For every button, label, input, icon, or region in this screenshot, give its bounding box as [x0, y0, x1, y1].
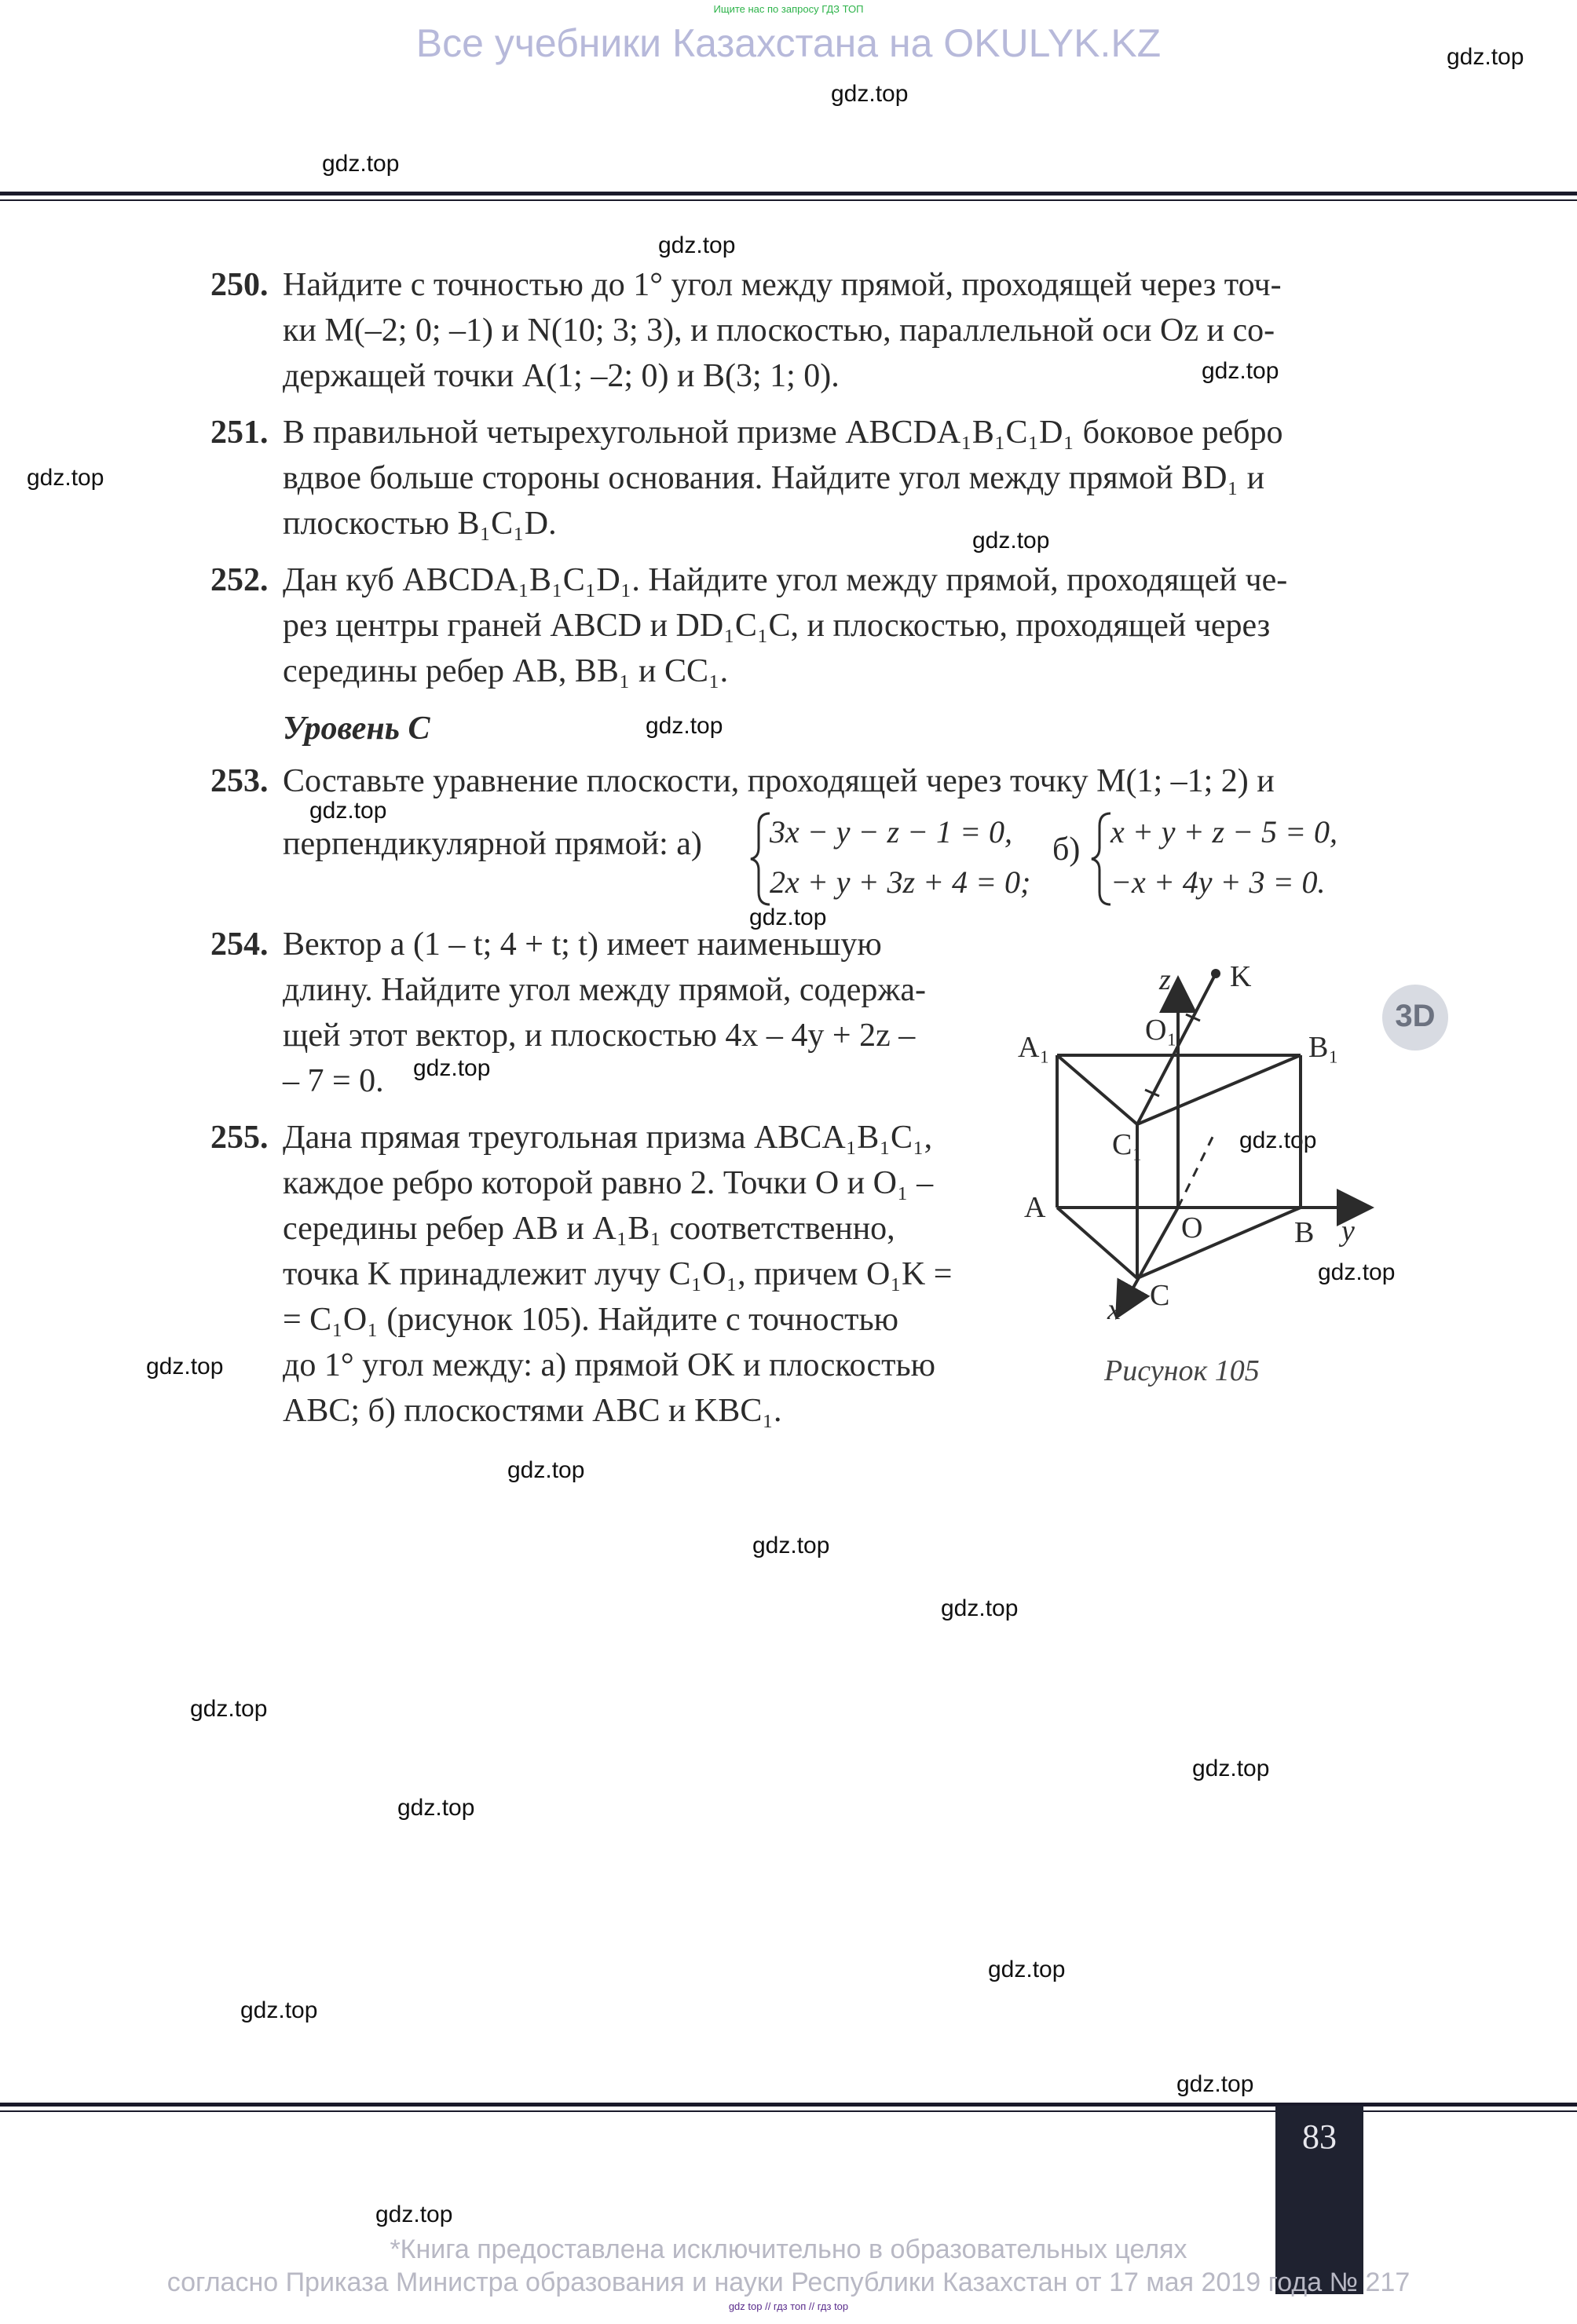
watermark: gdz.top: [972, 528, 1050, 554]
footer-small: gdz top // гдз топ // гдз top: [728, 2300, 849, 2312]
problem-number: 252.: [210, 562, 269, 598]
system-b-eq1: x + y + z − 5 = 0,: [1110, 814, 1338, 850]
site-title[interactable]: Все учебники Казахстана на OKULYK.KZ: [415, 21, 1162, 65]
label-x: x: [1107, 1293, 1121, 1326]
watermark: gdz.top: [190, 1696, 268, 1722]
problem-number: 255.: [210, 1120, 269, 1156]
footer-line-1: *Книга предоставлена исключительно в образовательных целях: [390, 2234, 1187, 2264]
figure-caption: Рисунок 105: [1104, 1354, 1260, 1387]
watermark: gdz.top: [1239, 1127, 1317, 1153]
problem-line: длину. Найдите угол между прямой, содержа-: [283, 972, 926, 1008]
problem-number: 253.: [210, 763, 269, 799]
system-b-eq2: −x + 4y + 3 = 0.: [1110, 864, 1326, 900]
label-z: z: [1159, 963, 1171, 996]
problem-line: середины ребер AB и A₁B₁ соответственно,: [283, 1211, 895, 1247]
watermark: gdz.top: [397, 1795, 475, 1821]
problem-line: рез центры граней ABCD и DD₁C₁C, и плоскостью, проходящей через: [283, 608, 1271, 644]
search-hint: Ищите нас по запросу ГДЗ ТОП: [713, 3, 864, 15]
watermark: gdz.top: [831, 81, 909, 107]
problem-line: ки M(–2; 0; –1) и N(10; 3; 3), и плоскостью, параллельной оси Oz и со-: [283, 312, 1275, 349]
watermark: gdz.top: [322, 151, 400, 177]
watermark: gdz.top: [375, 2202, 453, 2227]
problem-line: перпендикулярной прямой: а): [283, 826, 702, 862]
problem-line: точка K принадлежит лучу C₁O₁, причем O₁K =: [283, 1256, 953, 1292]
watermark: gdz.top: [413, 1055, 491, 1081]
problem-line: плоскостью B₁C₁D.: [283, 506, 557, 542]
badge-text: 3D: [1395, 999, 1436, 1033]
label-c: C: [1150, 1279, 1170, 1312]
option-b-label: б): [1052, 831, 1081, 868]
label-o: O: [1181, 1211, 1203, 1244]
watermark: gdz.top: [1447, 44, 1524, 70]
problem-line: = C₁O₁ (рисунок 105). Найдите с точностью: [283, 1302, 899, 1338]
watermark: gdz.top: [1192, 1756, 1270, 1781]
problem-line: каждое ребро которой равно 2. Точки O и O₁ –: [283, 1165, 934, 1201]
problem-line: – 7 = 0.: [283, 1063, 384, 1099]
label-o1: O₁: [1145, 1014, 1177, 1047]
label-a1: A₁: [1018, 1031, 1050, 1064]
problem-line: Дана прямая треугольная призма ABCA₁B₁C₁,: [283, 1120, 933, 1156]
problem-number: 254.: [210, 926, 269, 963]
problem-number: 251.: [210, 415, 269, 451]
watermark: gdz.top: [27, 465, 104, 491]
watermark: gdz.top: [1176, 2071, 1254, 2097]
watermark: gdz.top: [646, 713, 723, 739]
problem-line: Составьте уравнение плоскости, проходящей через точку M(1; –1; 2) и: [283, 763, 1275, 799]
problem-line: ABC; б) плоскостями ABC и KBC₁.: [283, 1393, 782, 1429]
watermark: gdz.top: [1318, 1259, 1396, 1285]
system-a-eq2: 2x + y + 3z + 4 = 0;: [770, 864, 1031, 900]
label-b1: B₁: [1308, 1031, 1339, 1064]
watermark: gdz.top: [1202, 358, 1279, 384]
watermark: gdz.top: [309, 798, 387, 824]
system-a-eq1: 3x − y − z − 1 = 0,: [770, 814, 1013, 850]
problem-line: вдвое больше стороны основания. Найдите угол между прямой BD₁ и: [283, 460, 1265, 496]
watermark: gdz.top: [240, 1997, 318, 2023]
watermark: gdz.top: [941, 1595, 1019, 1621]
watermark: gdz.top: [749, 904, 827, 930]
watermark: gdz.top: [507, 1457, 585, 1483]
watermark: gdz.top: [658, 232, 736, 258]
header-divider-thin: [0, 199, 1577, 201]
label-a: A: [1024, 1191, 1046, 1224]
label-k: K: [1230, 960, 1252, 993]
3d-badge-icon[interactable]: [1382, 985, 1448, 1051]
problem-number: 250.: [210, 267, 269, 303]
label-b: B: [1294, 1216, 1315, 1249]
watermark: gdz.top: [988, 1957, 1066, 1982]
problem-line: Вектор a (1 – t; 4 + t; t) имеет наименьшую: [283, 926, 882, 963]
problem-line: до 1° угол между: а) прямой OK и плоскостью: [283, 1347, 936, 1383]
problem-line: середины ребер AB, BB₁ и CC₁.: [283, 653, 729, 689]
watermark: gdz.top: [752, 1533, 830, 1558]
problem-line: В правильной четырехугольной призме ABCDA₁B₁C₁D₁ боковое ребро: [283, 415, 1283, 451]
problem-line: Найдите с точностью до 1° угол между прямой, проходящей через точ-: [283, 267, 1282, 303]
footer-line-2: согласно Приказа Министра образования и науки Республики Казахстан от 17 мая 2019 года № 217: [166, 2267, 1411, 2297]
watermark: gdz.top: [146, 1354, 224, 1379]
label-c1: C₁: [1112, 1128, 1143, 1161]
level-heading: Уровень C: [283, 711, 430, 747]
label-y: y: [1341, 1215, 1355, 1248]
problem-line: щей этот вектор, и плоскостью 4x – 4y + 2z –: [283, 1018, 916, 1054]
problem-line: Дан куб ABCDA₁B₁C₁D₁. Найдите угол между прямой, проходящей че-: [283, 562, 1288, 598]
problem-line: держащей точки A(1; –2; 0) и B(3; 1; 0).: [283, 358, 840, 394]
page-number: 83: [1302, 2118, 1337, 2156]
header-divider: [0, 192, 1577, 195]
